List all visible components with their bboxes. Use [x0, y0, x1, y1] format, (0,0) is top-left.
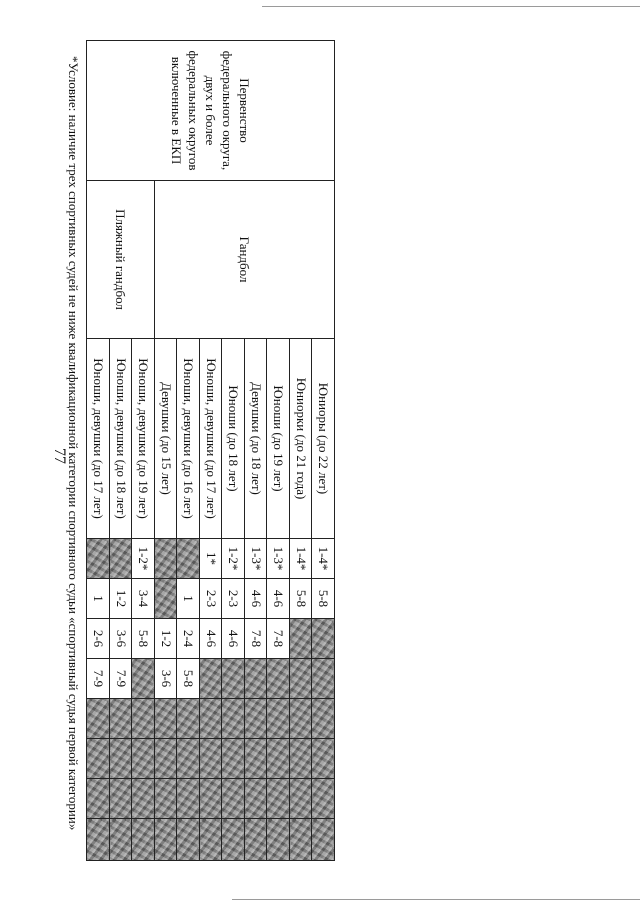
- rotated-page-content: [60, 40, 335, 860]
- place-cell: 7-8: [267, 619, 290, 659]
- age-category-cell: Юниорки (до 21 года): [290, 339, 313, 539]
- shaded-cell: [267, 819, 290, 861]
- footnote: *Условие: наличие трех спортивных судей не ниже квалификационной категории спортивного судьи «спортивный судья первой категории»: [66, 56, 82, 831]
- age-category-cell: Юноши, девушки (до 17 лет): [87, 339, 110, 539]
- shaded-cell: [132, 779, 155, 819]
- shaded-cell: [200, 819, 223, 861]
- place-cell: 1-2: [155, 619, 178, 659]
- shaded-cell: [87, 699, 110, 739]
- age-category-cell: Юноши, девушки (до 19 лет): [132, 339, 155, 539]
- competition-cell: Первенство федерального округа, двух и более федеральных округов включенные в ЕКП: [87, 41, 335, 181]
- shaded-cell: [177, 779, 200, 819]
- place-cell: 1-2*: [132, 539, 155, 579]
- age-category-cell: Юноши (до 19 лет): [267, 339, 290, 539]
- shaded-cell: [155, 739, 178, 779]
- shaded-cell: [155, 779, 178, 819]
- place-cell: 2-6: [87, 619, 110, 659]
- shaded-cell: [267, 659, 290, 699]
- shaded-cell: [177, 539, 200, 579]
- place-cell: 1: [177, 579, 200, 619]
- shaded-cell: [290, 739, 313, 779]
- place-cell: 3-6: [155, 659, 178, 699]
- shaded-cell: [245, 779, 268, 819]
- place-cell: 4-6: [200, 619, 223, 659]
- shaded-cell: [177, 819, 200, 861]
- shaded-cell: [87, 819, 110, 861]
- shaded-cell: [290, 779, 313, 819]
- shaded-cell: [110, 539, 133, 579]
- shaded-cell: [267, 699, 290, 739]
- place-cell: 7-9: [87, 659, 110, 699]
- shaded-cell: [312, 779, 335, 819]
- shaded-cell: [132, 739, 155, 779]
- shaded-cell: [312, 619, 335, 659]
- place-cell: 2-3: [222, 579, 245, 619]
- shaded-cell: [155, 699, 178, 739]
- shaded-cell: [155, 819, 178, 861]
- age-category-cell: Юноши (до 18 лет): [222, 339, 245, 539]
- shaded-cell: [245, 819, 268, 861]
- results-table: [87, 40, 336, 861]
- shaded-cell: [132, 659, 155, 699]
- page-number: 77: [51, 448, 68, 464]
- place-cell: 3-6: [110, 619, 133, 659]
- place-cell: 1: [87, 579, 110, 619]
- shaded-cell: [177, 699, 200, 739]
- shaded-cell: [132, 699, 155, 739]
- shaded-cell: [110, 699, 133, 739]
- place-cell: 4-6: [267, 579, 290, 619]
- place-cell: 2-4: [177, 619, 200, 659]
- age-category-cell: Юниоры (до 22 лет): [312, 339, 335, 539]
- age-category-cell: Юноши, девушки (до 16 лет): [177, 339, 200, 539]
- age-category-cell: Юноши, девушки (до 17 лет): [200, 339, 223, 539]
- place-cell: 1-2: [110, 579, 133, 619]
- table-body: [87, 41, 335, 861]
- shaded-cell: [245, 739, 268, 779]
- shaded-cell: [200, 699, 223, 739]
- shaded-cell: [132, 819, 155, 861]
- shaded-cell: [245, 659, 268, 699]
- place-cell: 1-4*: [312, 539, 335, 579]
- shaded-cell: [267, 739, 290, 779]
- shaded-cell: [110, 739, 133, 779]
- age-category-cell: Девушки (до 15 лет): [155, 339, 178, 539]
- scan-edge-bottom: [232, 899, 640, 900]
- shaded-cell: [155, 579, 178, 619]
- place-cell: 1-3*: [245, 539, 268, 579]
- shaded-cell: [312, 659, 335, 699]
- place-cell: 1*: [200, 539, 223, 579]
- place-cell: 7-9: [110, 659, 133, 699]
- shaded-cell: [177, 739, 200, 779]
- shaded-cell: [290, 619, 313, 659]
- shaded-cell: [222, 779, 245, 819]
- shaded-cell: [222, 659, 245, 699]
- shaded-cell: [87, 739, 110, 779]
- shaded-cell: [110, 819, 133, 861]
- sport-cell: Пляжный гандбол: [87, 181, 155, 339]
- shaded-cell: [200, 739, 223, 779]
- sport-cell: Гандбол: [155, 181, 335, 339]
- shaded-cell: [267, 779, 290, 819]
- shaded-cell: [312, 739, 335, 779]
- place-cell: 2-3: [200, 579, 223, 619]
- shaded-cell: [290, 819, 313, 861]
- shaded-cell: [222, 699, 245, 739]
- shaded-cell: [245, 699, 268, 739]
- place-cell: 5-8: [312, 579, 335, 619]
- shaded-cell: [222, 819, 245, 861]
- place-cell: 3-4: [132, 579, 155, 619]
- shaded-cell: [222, 739, 245, 779]
- shaded-cell: [87, 539, 110, 579]
- place-cell: 5-8: [132, 619, 155, 659]
- shaded-cell: [110, 779, 133, 819]
- shaded-cell: [312, 699, 335, 739]
- table-row: [312, 41, 335, 861]
- shaded-cell: [200, 779, 223, 819]
- place-cell: 5-8: [177, 659, 200, 699]
- place-cell: 4-6: [222, 619, 245, 659]
- place-cell: 1-4*: [290, 539, 313, 579]
- scan-edge-top: [262, 6, 640, 7]
- shaded-cell: [87, 779, 110, 819]
- place-cell: 5-8: [290, 579, 313, 619]
- shaded-cell: [290, 699, 313, 739]
- place-cell: 4-6: [245, 579, 268, 619]
- shaded-cell: [312, 819, 335, 861]
- age-category-cell: Юноши, девушки (до 18 лет): [110, 339, 133, 539]
- place-cell: 7-8: [245, 619, 268, 659]
- place-cell: 1-2*: [222, 539, 245, 579]
- shaded-cell: [155, 539, 178, 579]
- place-cell: 1-3*: [267, 539, 290, 579]
- shaded-cell: [200, 659, 223, 699]
- age-category-cell: Девушки (до 18 лет): [245, 339, 268, 539]
- shaded-cell: [290, 659, 313, 699]
